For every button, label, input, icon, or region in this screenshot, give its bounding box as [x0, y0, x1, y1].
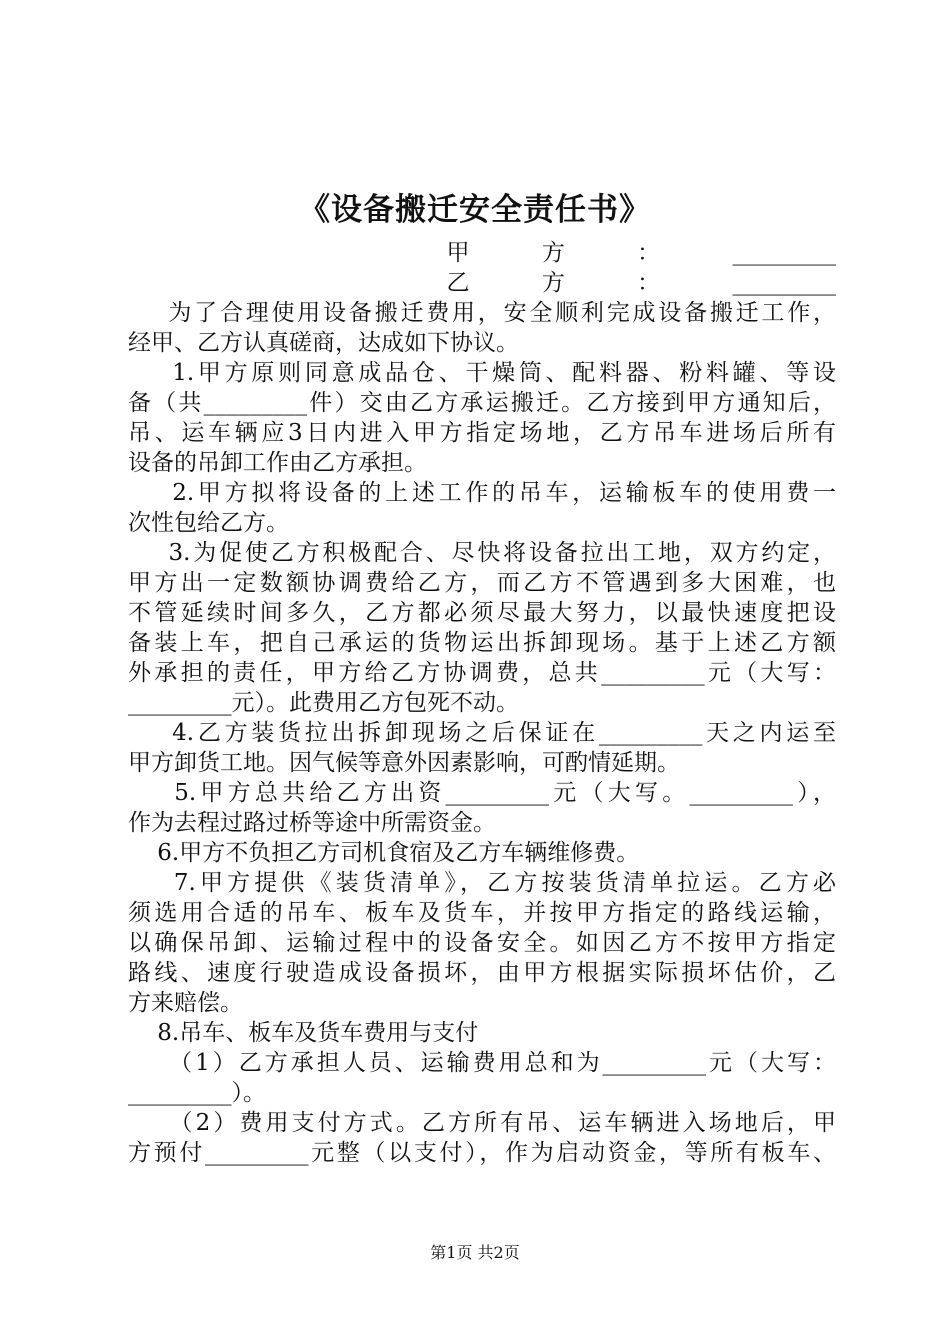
body-line: 甲方卸货工地。因气候等意外因素影响，可酌情延期。: [128, 750, 680, 776]
body-line: 备装上车，把自己承运的货物运出拆卸现场。基于上述乙方额: [128, 630, 836, 656]
body-line: 甲方出一定数额协调费给乙方，而乙方不管遇到多大困难，也: [128, 570, 836, 596]
body-line: _________）。: [128, 1080, 266, 1106]
body-line: 设备的吊卸工作由乙方承担。: [128, 450, 427, 476]
body-line: 次性包给乙方。: [128, 510, 289, 536]
body-line: 7.甲方提供《装货清单》，乙方按装货清单拉运。乙方必: [128, 870, 836, 896]
body-line: 8.吊车、板车及货车费用与支付: [128, 1020, 479, 1046]
body-line: （2）费用支付方式。乙方所有吊、运车辆进入场地后，甲: [128, 1110, 836, 1136]
body-line: _________元）。此费用乙方包死不动。: [128, 690, 519, 716]
body-line: 方来赔偿。: [128, 990, 243, 1016]
body-line: 须选用合适的吊车、板车及货车，并按甲方指定的路线运输，: [128, 900, 836, 926]
body-line: 6.甲方不负担乙方司机食宿及乙方车辆维修费。: [128, 840, 640, 866]
body-line: 不管延续时间多久，乙方都必须尽最大努力，以最快速度把设: [128, 600, 836, 626]
body-line: 甲方：_________: [128, 240, 836, 266]
body-line: 为了合理使用设备搬迁费用，安全顺利完成设备搬迁工作，: [128, 300, 836, 326]
body-line: 乙方：_________: [128, 270, 836, 296]
body-line: 1.甲方原则同意成品仓、干燥筒、配料器、粉料罐、等设: [128, 360, 836, 386]
page-number: 第1页 共2页: [430, 1243, 520, 1262]
body-line: 4.乙方装货拉出拆卸现场之后保证在_________天之内运至: [128, 720, 836, 746]
body-line: 以确保吊卸、运输过程中的设备安全。如因乙方不按甲方指定: [128, 930, 836, 956]
body-line: 3.为促使乙方积极配合、尽快将设备拉出工地，双方约定，: [128, 540, 836, 566]
document-body: [128, 238, 836, 1168]
body-line: 作为去程过路过桥等途中所需资金。: [128, 810, 496, 836]
body-line: 经甲、乙方认真磋商，达成如下协议。: [128, 330, 519, 356]
body-line: 路线、速度行驶造成设备损坏，由甲方根据实际损坏估价，乙: [128, 960, 836, 986]
body-line: 备（共_________件）交由乙方承运搬迁。乙方接到甲方通知后，: [128, 390, 836, 416]
body-line: 外承担的责任，甲方给乙方协调费，总共_________元（大写：: [128, 660, 836, 686]
body-line: 5.甲方总共给乙方出资_________元（大写。_________），: [128, 780, 836, 806]
body-line: （1）乙方承担人员、运输费用总和为_________元（大写：: [128, 1050, 836, 1076]
body-line: 方预付_________元整（以支付），作为启动资金，等所有板车、: [128, 1140, 836, 1166]
document-title: 《设备搬迁安全责任书》: [299, 192, 651, 228]
body-line: 2.甲方拟将设备的上述工作的吊车，运输板车的使用费一: [128, 480, 836, 506]
body-line: 吊、运车辆应3日内进入甲方指定场地，乙方吊车进场后所有: [128, 420, 836, 446]
